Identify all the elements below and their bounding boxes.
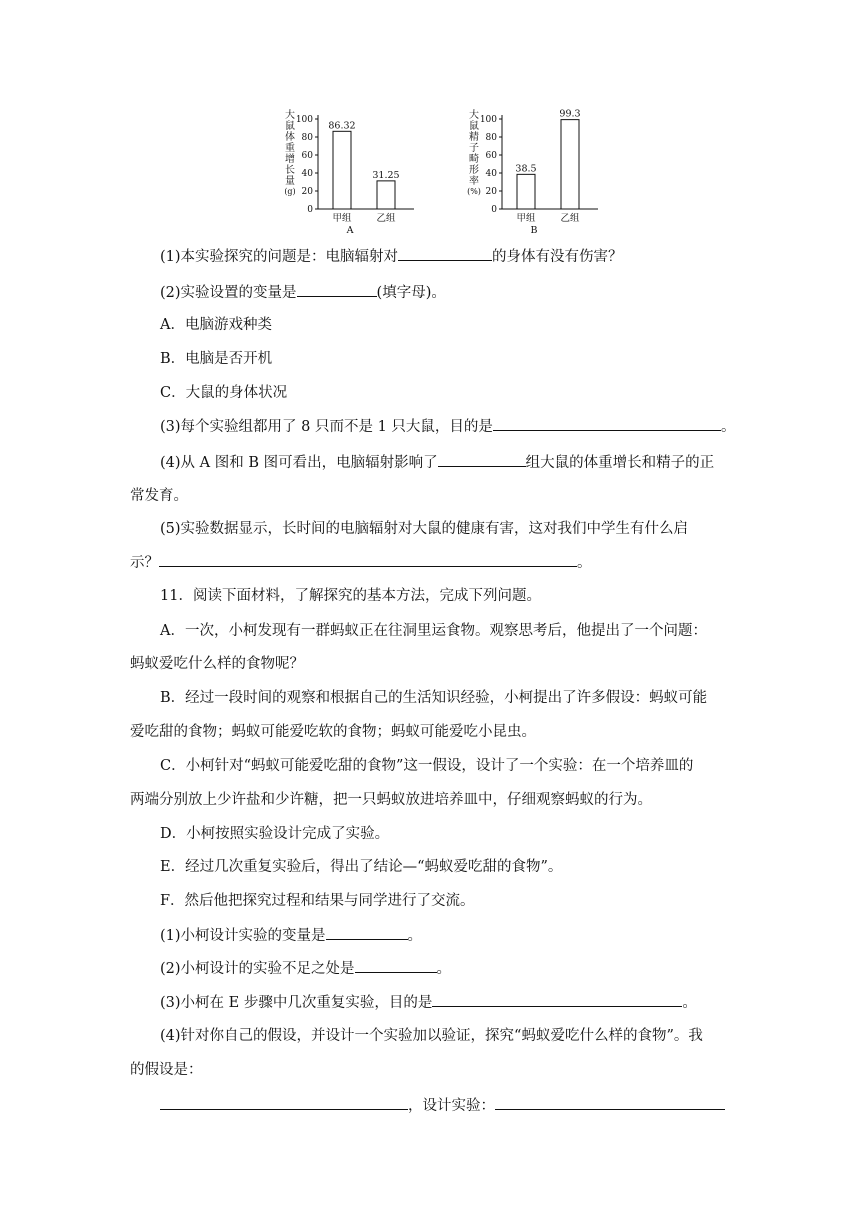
ylabel-char: (g)	[284, 187, 296, 196]
y-tick-label: 100	[295, 115, 313, 125]
ylabel-char: 体	[285, 132, 295, 143]
ylabel-char: (%)	[467, 187, 481, 196]
y-tick-label: 0	[491, 205, 497, 215]
answer-blank[interactable]	[326, 925, 408, 940]
ylabel-char: 增	[285, 154, 295, 165]
x-tick-label: 甲组	[332, 213, 352, 224]
y-tick-label: 60	[301, 151, 313, 161]
q10-sub1	[160, 246, 730, 267]
ylabel-char: 大	[285, 110, 295, 121]
q11-sub1-tail: 。	[407, 928, 423, 944]
y-tick-label: 20	[301, 187, 313, 197]
ylabel-char: 长	[285, 165, 295, 176]
ylabel-char: 形	[469, 165, 479, 176]
q11-material-a-cont: 蚂蚁爱吃什么样的食物呢？	[130, 656, 304, 672]
bar	[333, 131, 351, 209]
q10-sub3-text: (3)每个实验组都用了 8 只而不是 1 只大鼠，目的是	[160, 419, 493, 435]
y-tick-label: 40	[301, 169, 313, 179]
q11-sub4-cont: 的假设是：	[130, 1062, 203, 1078]
q10-sub3-tail: 。	[720, 419, 736, 435]
y-tick-label: 60	[485, 151, 497, 161]
q10-sub4-cont: 常发育。	[130, 488, 188, 504]
answer-blank[interactable]	[438, 452, 526, 467]
bar	[561, 120, 579, 209]
ylabel-char: 率	[469, 176, 479, 187]
bar-charts	[282, 104, 612, 236]
ylabel-char: 大	[469, 110, 479, 121]
q10-sub4-tail: 组大鼠的体重增长和精子的正	[525, 455, 715, 471]
bar	[377, 181, 395, 209]
q11-sub4: (4)针对你自己的假设，并设计一个实验加以验证，探究“蚂蚁爱吃什么样的食物”。我	[160, 1028, 703, 1044]
q10-sub1-tail: 的身体有没有伤害？	[492, 249, 623, 265]
q11-intro: 11．阅读下面材料，了解探究的基本方法，完成下列问题。	[160, 588, 541, 604]
data-label: 99.3	[559, 108, 581, 120]
q10-sub5: (5)实验数据显示，长时间的电脑辐射对大鼠的健康有害，这对我们中学生有什么启	[160, 521, 689, 537]
q10-sub4	[160, 452, 730, 473]
q10-sub3	[160, 416, 736, 437]
x-tick-label: 乙组	[560, 213, 580, 224]
y-tick-label: 20	[485, 187, 497, 197]
answer-blank[interactable]	[432, 992, 682, 1007]
chart-caption: B	[530, 225, 538, 236]
q11-sub3-tail: 。	[682, 995, 697, 1011]
q11-material-d: D．小柯按照实验设计完成了实验。	[160, 826, 390, 842]
ylabel-char: 重	[285, 143, 295, 154]
y-tick-label: 0	[307, 205, 313, 215]
y-tick-label: 40	[485, 169, 497, 179]
ylabel-char: 子	[469, 143, 479, 154]
q10-sub2	[160, 282, 730, 303]
q11-sub2-tail: 。	[436, 961, 452, 977]
q11-material-c: C．小柯针对“蚂蚁可能爱吃甜的食物”这一假设，设计了一个实验：在一个培养皿的	[160, 758, 694, 774]
ylabel-char: 畸	[469, 154, 479, 165]
data-label: 86.32	[328, 120, 356, 132]
q10-sub1-text: (1)本实验探究的问题是：电脑辐射对	[160, 249, 399, 265]
q11-sub2	[160, 958, 730, 979]
q10-sub5-cont	[130, 552, 730, 573]
q10-sub5-tail: 。	[577, 555, 592, 571]
data-label: 31.25	[372, 169, 400, 181]
q10-sub2-text: (2)实验设置的变量是	[160, 285, 297, 301]
q10-option-a: A．电脑游戏种类	[160, 317, 272, 333]
q11-sub3-text: (3)小柯在 E 步骤中几次重复实验，目的是	[160, 995, 433, 1011]
q10-sub4-text: (4)从 A 图和 B 图可看出，电脑辐射影响了	[160, 455, 438, 471]
chart-a-svg	[282, 104, 422, 236]
y-tick-label: 80	[485, 133, 497, 143]
q11-material-e: E．经过几次重复实验后，得出了结论—“蚂蚁爱吃甜的食物”。	[160, 859, 563, 875]
y-tick-label: 80	[301, 133, 313, 143]
answer-blank[interactable]	[159, 552, 577, 567]
ylabel-char: 量	[285, 176, 295, 187]
q10-option-b: B．电脑是否开机	[160, 351, 273, 367]
x-tick-label: 甲组	[516, 213, 536, 224]
x-tick-label: 乙组	[376, 213, 396, 224]
q11-material-a: A．一次，小柯发现有一群蚂蚁正在往洞里运食物。观察思考后，他提出了一个问题：	[160, 623, 707, 639]
q11-sub1	[160, 925, 730, 946]
chart-caption: A	[346, 225, 354, 236]
bar	[517, 174, 535, 209]
q11-sub2-text: (2)小柯设计的实验不足之处是	[160, 961, 355, 977]
data-label: 38.5	[515, 163, 537, 175]
ylabel-char: 鼠	[285, 121, 295, 132]
answer-blank[interactable]	[355, 958, 437, 973]
q11-material-f: F．然后他把探究过程和结果与同学进行了交流。	[160, 893, 475, 909]
answer-blank[interactable]	[160, 1095, 408, 1110]
q11-sub4-design-label: ，设计实验：	[408, 1098, 495, 1114]
q11-sub4-answer	[160, 1095, 730, 1116]
q11-sub1-text: (1)小柯设计实验的变量是	[160, 928, 326, 944]
answer-blank[interactable]	[495, 1095, 725, 1110]
q11-material-c-cont: 两端分别放上少许盐和少许糖，把一只蚂蚁放进培养皿中，仔细观察蚂蚁的行为。	[130, 792, 652, 808]
q10-sub2-tail: (填字母)。	[376, 285, 446, 301]
y-tick-label: 100	[479, 115, 497, 125]
ylabel-char: 鼠	[469, 121, 479, 132]
chart-b	[466, 104, 612, 236]
chart-b-svg	[466, 104, 612, 236]
q11-material-b: B．经过一段时间的观察和根据自己的生活知识经验，小柯提出了许多假设：蚂蚁可能	[160, 690, 708, 706]
ylabel-char: 精	[469, 132, 479, 143]
chart-a	[282, 104, 422, 236]
answer-blank[interactable]	[297, 282, 377, 297]
q10-option-c: C．大鼠的身体状况	[160, 385, 288, 401]
q11-sub3	[160, 992, 730, 1013]
q11-material-b-cont: 爱吃甜的食物；蚂蚁可能爱吃软的食物；蚂蚁可能爱吃小昆虫。	[130, 724, 536, 740]
q10-sub5-text: 示？	[130, 555, 159, 571]
answer-blank[interactable]	[493, 416, 721, 431]
answer-blank[interactable]	[398, 246, 492, 261]
